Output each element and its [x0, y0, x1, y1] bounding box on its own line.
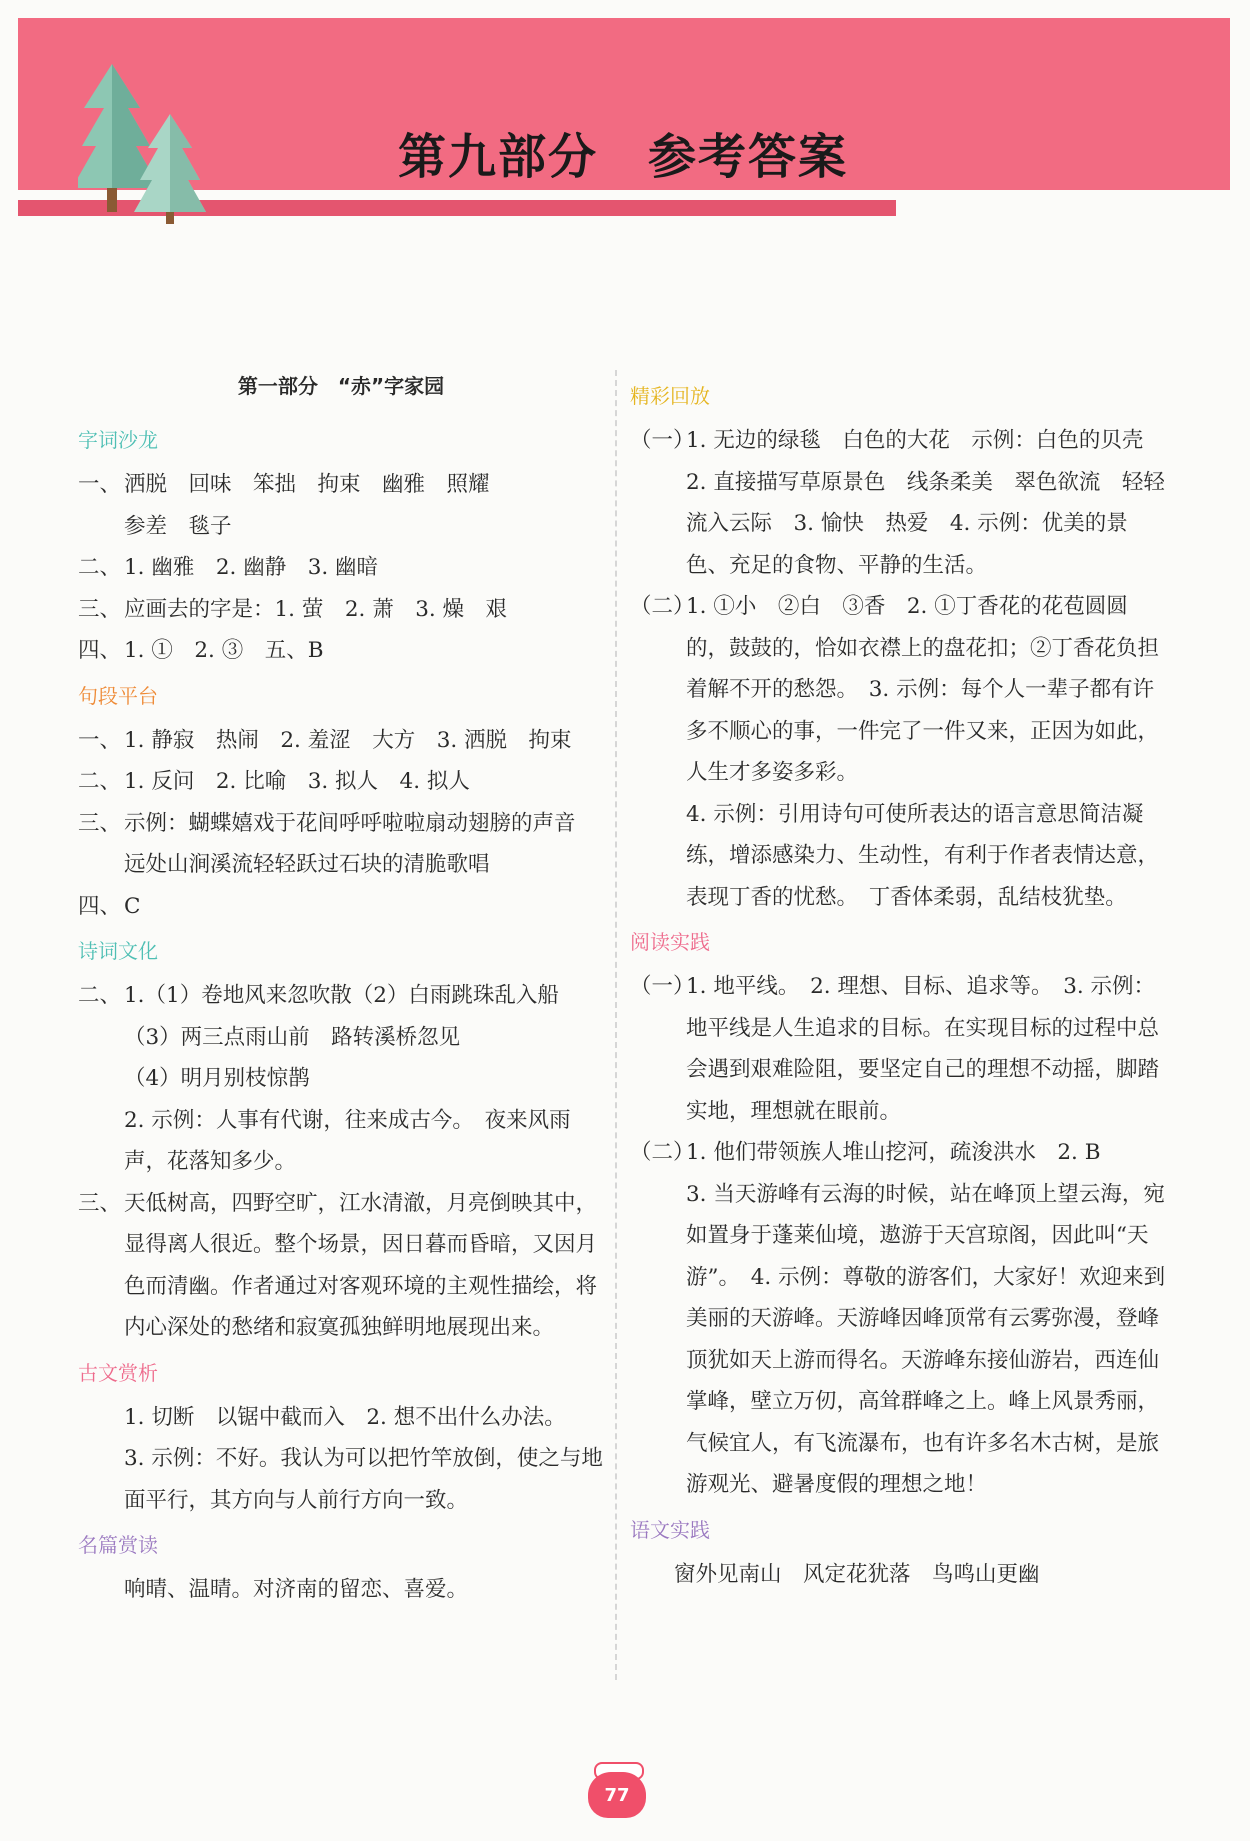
answer-text: （3）两三点雨山前 路转溪桥忽见: [124, 1024, 461, 1050]
answer-text: 3. 当天游峰有云海的时候，站在峰顶上望云海，宛如置身于蓬莱仙境，遨游于天宫琼阁，因此叫“天游”。 4. 示例：尊敬的游客们，大家好！欢迎来到美丽的天游峰。天游峰因峰顶常有云雾弥漫，登峰顶犹如天上游而得名。天游峰东接仙游岩，西连仙掌峰，壁立万仞，高耸群峰之上。峰上风景秀丽，气候宜人，有飞流瀑布，也有许多名木古树，是旅游观光、避暑度假的理想之地！: [686, 1181, 1166, 1497]
answer-text: 1. 地平线。 2. 理想、目标、追求等。 3. 示例：地平线是人生追求的目标。在实现目标的过程中总会遇到艰难险阻，要坚定自己的理想不动摇，脚踏实地，理想就在眼前。: [686, 974, 1160, 1124]
section-ju-duan: 句段平台: [78, 683, 158, 708]
section-yue-du: 阅读实践: [630, 930, 710, 954]
answer-line: [78, 547, 604, 589]
answer-text: 洒脱 回味 笨拙 拘束 幽雅 照耀: [124, 472, 490, 497]
right-column: [630, 376, 1166, 1595]
item-label: （一）: [630, 974, 695, 999]
item-label: 四、: [78, 893, 122, 919]
item-label: 二、: [78, 769, 122, 794]
section-ming-pian: 名篇赏读: [78, 1533, 158, 1557]
answer-text: 1. ①小 ②白 ③香 2. ①丁香花的花苞圆圆的，鼓鼓的，恰如衣襟上的盘花扣；②丁香花负担着解不开的愁怨。 3. 示例：每个人一辈子都有许多不顺心的事，一件完了一件又来，正因为如此，人生才多姿多彩。: [686, 594, 1160, 785]
item-label: 四、: [78, 638, 122, 663]
answer-line: [630, 1132, 1166, 1174]
column-divider: [615, 370, 617, 1680]
part-title: 第一部分 “赤”字家园: [237, 374, 445, 398]
answer-text: 应画去的字是：1. 萤 2. 萧 3. 燥 艰: [124, 596, 508, 622]
answer-line: [78, 464, 604, 506]
answer-text: （4）明月别枝惊鹊: [124, 1066, 310, 1091]
section-yu-wen: 语文实践: [630, 1517, 710, 1542]
answer-text: 4. 示例：引用诗句可使所表达的语言意思简洁凝练，增添感染力、生动性，有利于作者表情达意，表现丁香的忧愁。 丁香体柔弱，乱结枝犹垫。: [686, 801, 1160, 910]
tree-illustration: [78, 64, 208, 224]
section-shi-ci: 诗词文化: [78, 939, 158, 963]
answer-line: [78, 886, 604, 928]
answer-text: 1.（1）卷地风来忽吹散（2）白雨跳珠乱入船: [124, 983, 559, 1008]
section-gu-wen: 古文赏析: [78, 1360, 158, 1385]
section-zi-ci: 字词沙龙: [78, 428, 158, 452]
answer-line: [78, 975, 604, 1017]
answer-text: 参差 毯子: [124, 513, 232, 539]
answer-text: 1. 切断 以锯中截而入 2. 想不出什么办法。: [124, 1404, 566, 1430]
section-jing-cai: 精彩回放: [630, 384, 710, 408]
item-label: 二、: [78, 983, 122, 1008]
answer-line: [78, 761, 604, 803]
answer-text: 2. 示例：人事有代谢，往来成古今。 夜来风雨声，花落知多少。: [124, 1107, 571, 1174]
item-label: 三、: [78, 810, 122, 836]
item-label: 三、: [78, 596, 122, 622]
item-label: （一）: [630, 428, 695, 453]
answer-text: 响晴、温晴。对济南的留恋、喜爱。: [124, 1577, 469, 1602]
answer-line: [78, 589, 604, 631]
answer-text: 1. 他们带领族人堆山挖河，疏浚洪水 2. B: [686, 1140, 1101, 1165]
answer-line: [78, 630, 604, 672]
answer-line: [630, 586, 1166, 794]
answer-line: [630, 966, 1166, 1132]
answer-text: 窗外见南山 风定花犹落 鸟鸣山更幽: [674, 1561, 1040, 1587]
item-label: （二）: [630, 1140, 695, 1165]
item-label: 一、: [78, 472, 122, 497]
item-label: （二）: [630, 594, 695, 619]
page-number: 77: [588, 1772, 646, 1818]
item-label: 一、: [78, 727, 122, 753]
answer-line: [78, 720, 604, 762]
answer-text: 1. ① 2. ③ 五、B: [124, 638, 324, 663]
answer-text: 1. 无边的绿毯 白色的大花 示例：白色的贝壳: [686, 428, 1144, 453]
answer-text: 3. 示例：不好。我认为可以把竹竿放倒，使之与地面平行，其方向与人前行方向一致。: [124, 1446, 603, 1513]
answer-text: 1. 静寂 热闹 2. 羞涩 大方 3. 洒脱 拘束: [124, 727, 572, 753]
answer-text: 示例：蝴蝶嬉戏于花间呼呼啦啦扇动翅膀的声音 远处山涧溪流轻轻跃过石块的清脆歌唱: [124, 810, 598, 877]
answer-line: [78, 803, 604, 886]
page-title: 第九部分 参考答案: [398, 129, 849, 185]
item-label: 二、: [78, 555, 122, 580]
answer-text: 1. 幽雅 2. 幽静 3. 幽暗: [124, 555, 379, 580]
answer-line: [630, 420, 1166, 462]
answer-text: C: [124, 893, 141, 919]
answer-line: [78, 1183, 604, 1349]
answer-text: 天低树高，四野空旷，江水清澈，月亮倒映其中，显得离人很近。整个场景，因日暮而昏暗，又因月色而清幽。作者通过对客观环境的主观性描绘，将内心深处的愁绪和寂寞孤独鲜明地展现出来。: [124, 1190, 598, 1340]
answer-text: 1. 反问 2. 比喻 3. 拟人 4. 拟人: [124, 769, 470, 794]
answer-text: 2. 直接描写草原景色 线条柔美 翠色欲流 轻轻流入云际 3. 愉快 热爱 4. 示例：优美的景色、充足的食物、平静的生活。: [686, 469, 1165, 578]
item-label: 三、: [78, 1190, 122, 1216]
left-column: [78, 366, 604, 1611]
